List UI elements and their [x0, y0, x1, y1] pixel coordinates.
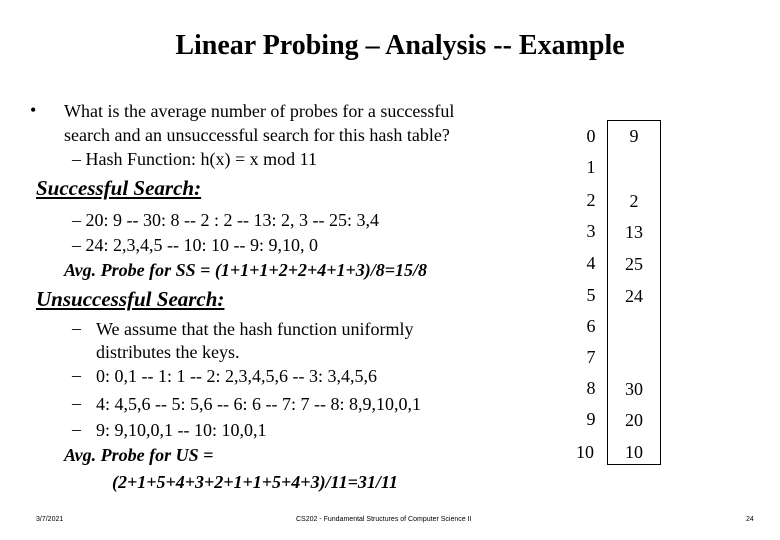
assumption-line-2: distributes the keys. [96, 342, 240, 362]
table-cell-value: 20 [625, 410, 643, 430]
question-line-2: search and an unsuccessful search for this hash table? [64, 125, 450, 145]
table-index: 2 [586, 190, 596, 210]
dash-marker: – [72, 318, 81, 338]
table-cell-value: 9 [629, 126, 639, 146]
table-cell-value: 13 [625, 222, 643, 242]
question-line-1: What is the average number of probes for a successful [64, 101, 455, 121]
table-index: 7 [586, 347, 596, 367]
unsuccessful-search-heading: Unsuccessful Search: [36, 287, 225, 311]
hash-function-text: – Hash Function: h(x) = x mod 11 [72, 149, 317, 169]
table-index: 0 [586, 126, 596, 146]
table-index: 1 [586, 157, 596, 177]
unsuccessful-average-2: (2+1+5+4+3+2+1+1+5+4+3)/11=31/11 [112, 472, 398, 492]
unsuccessful-average-1: Avg. Probe for US = [64, 445, 214, 465]
dash-marker: – [72, 393, 81, 413]
successful-line-1: – 20: 9 -- 30: 8 -- 2 : 2 -- 13: 2, 3 -- 25: 3,4 [72, 210, 379, 230]
dash-marker: – [72, 365, 81, 385]
slide-title: Linear Probing – Analysis -- Example [175, 30, 625, 61]
successful-line-2: – 24: 2,3,4,5 -- 10: 10 -- 9: 9,10, 0 [72, 235, 318, 255]
bullet-dot: • [30, 100, 37, 120]
unsuccessful-line-1: 0: 0,1 -- 1: 1 -- 2: 2,3,4,5,6 -- 3: 3,4,5,6 [96, 366, 377, 386]
table-cell-value: 25 [625, 254, 643, 274]
table-index: 8 [586, 378, 596, 398]
table-index: 9 [586, 409, 596, 429]
unsuccessful-line-2: 4: 4,5,6 -- 5: 5,6 -- 6: 6 -- 7: 7 -- 8: 8,9,10,0,1 [96, 394, 421, 414]
unsuccessful-line-3: 9: 9,10,0,1 -- 10: 10,0,1 [96, 420, 267, 440]
table-index: 10 [576, 442, 594, 462]
table-cell-value: 2 [629, 191, 639, 211]
footer-date: 3/7/2021 [36, 516, 64, 523]
table-cell-value: 24 [625, 286, 643, 306]
table-cell-value: 30 [625, 379, 643, 399]
footer-course: CS202 - Fundamental Structures of Computer Science II [296, 516, 472, 523]
table-index: 5 [586, 285, 596, 305]
table-index: 4 [586, 253, 596, 273]
dash-marker: – [72, 419, 81, 439]
successful-search-heading: Successful Search: [36, 176, 202, 200]
table-cell-value: 10 [625, 442, 643, 462]
table-index: 6 [586, 316, 596, 336]
successful-average: Avg. Probe for SS = (1+1+1+2+2+4+1+3)/8=15/8 [64, 260, 427, 280]
table-index: 3 [586, 221, 596, 241]
assumption-line-1: We assume that the hash function uniformly [96, 319, 414, 339]
hash-table [607, 120, 661, 465]
footer-page-number: 24 [746, 516, 754, 523]
